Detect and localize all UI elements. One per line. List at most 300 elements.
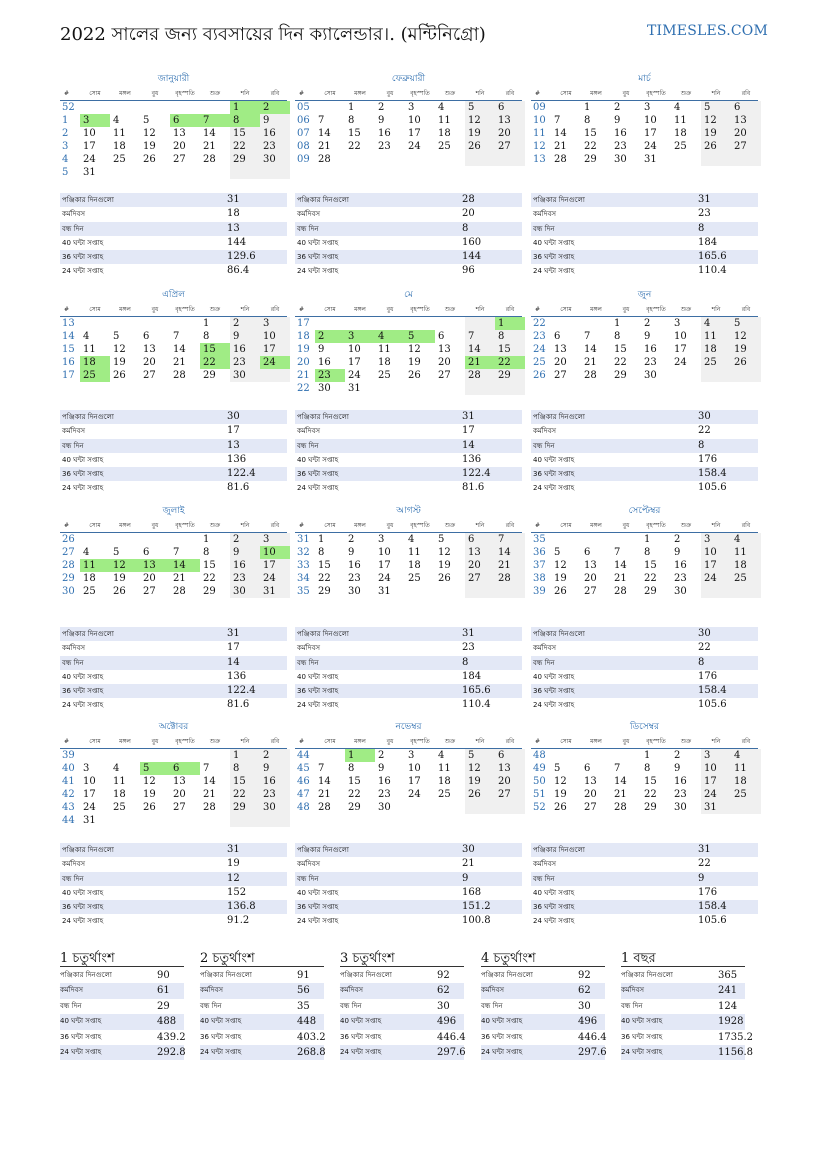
day-cell[interactable]: 20	[584, 789, 597, 800]
month-name[interactable]: মে	[404, 290, 413, 300]
day-cell[interactable]: 26	[554, 586, 567, 597]
day-cell[interactable]: 6	[495, 101, 525, 114]
day-cell[interactable]: 1	[495, 317, 525, 330]
day-cell[interactable]: 29	[203, 586, 216, 597]
day-cell[interactable]: 3	[408, 102, 415, 113]
day-cell[interactable]: 8	[318, 547, 325, 558]
day-cell[interactable]: 21	[584, 357, 597, 368]
day-cell[interactable]: 8	[614, 331, 621, 342]
day-cell[interactable]: 20	[173, 789, 186, 800]
day-cell[interactable]: 16	[348, 560, 361, 571]
day-cell[interactable]: 18	[731, 775, 761, 788]
day-cell[interactable]: 9	[318, 344, 325, 355]
day-cell[interactable]: 8	[348, 115, 355, 126]
day-cell[interactable]: 24	[348, 370, 361, 381]
day-cell[interactable]: 21	[465, 356, 495, 369]
day-cell[interactable]: 5	[465, 749, 495, 762]
day-cell[interactable]: 26	[438, 573, 451, 584]
day-cell[interactable]: 18	[378, 357, 391, 368]
day-cell[interactable]: 11	[113, 128, 126, 139]
day-cell[interactable]: 26	[143, 154, 156, 165]
day-cell[interactable]: 12	[113, 344, 126, 355]
day-cell[interactable]: 9	[230, 546, 260, 559]
day-cell[interactable]: 10	[701, 762, 731, 775]
day-cell[interactable]: 28	[173, 586, 186, 597]
day-cell[interactable]: 2	[674, 750, 681, 761]
day-cell[interactable]: 8	[230, 114, 260, 127]
day-cell[interactable]: 12	[143, 128, 156, 139]
day-cell[interactable]: 19	[701, 127, 731, 140]
day-cell[interactable]: 7	[200, 114, 230, 127]
day-cell[interactable]: 26	[554, 802, 567, 813]
day-cell[interactable]: 21	[554, 141, 567, 152]
day-cell[interactable]: 17	[701, 559, 731, 572]
day-cell[interactable]: 15	[230, 775, 260, 788]
day-cell[interactable]: 13	[731, 114, 761, 127]
day-cell[interactable]: 18	[674, 128, 687, 139]
day-cell[interactable]: 5	[554, 763, 561, 774]
day-cell[interactable]: 10	[644, 115, 657, 126]
day-cell[interactable]: 3	[83, 763, 90, 774]
day-cell[interactable]: 10	[408, 115, 421, 126]
day-cell[interactable]: 18	[113, 141, 126, 152]
day-cell[interactable]: 10	[83, 128, 96, 139]
day-cell[interactable]: 10	[83, 776, 96, 787]
day-cell[interactable]: 11	[438, 115, 451, 126]
day-cell[interactable]: 1	[203, 534, 210, 545]
day-cell[interactable]: 15	[495, 343, 525, 356]
day-cell[interactable]: 5	[438, 534, 445, 545]
month-name[interactable]: এপ্রিল	[162, 290, 185, 300]
day-cell[interactable]: 19	[554, 573, 567, 584]
day-cell[interactable]: 3	[345, 330, 375, 343]
day-cell[interactable]: 24	[378, 573, 391, 584]
day-cell[interactable]: 13	[584, 776, 597, 787]
day-cell[interactable]: 26	[465, 140, 495, 153]
month-name[interactable]: নভেম্বর	[395, 722, 422, 732]
day-cell[interactable]: 22	[318, 573, 331, 584]
day-cell[interactable]: 6	[584, 547, 591, 558]
day-cell[interactable]: 30	[614, 154, 627, 165]
day-cell[interactable]: 31	[701, 801, 731, 814]
day-cell[interactable]: 28	[465, 369, 495, 382]
day-cell[interactable]: 19	[113, 573, 126, 584]
day-cell[interactable]: 5	[731, 317, 761, 330]
day-cell[interactable]: 31	[644, 154, 657, 165]
day-cell[interactable]: 25	[701, 356, 731, 369]
day-cell[interactable]: 26	[465, 788, 495, 801]
day-cell[interactable]: 9	[378, 115, 385, 126]
day-cell[interactable]: 6	[143, 547, 150, 558]
day-cell[interactable]: 14	[318, 128, 331, 139]
day-cell[interactable]: 16	[378, 128, 391, 139]
day-cell[interactable]: 25	[113, 154, 126, 165]
day-cell[interactable]: 1	[230, 101, 260, 114]
day-cell[interactable]: 7	[318, 763, 325, 774]
day-cell[interactable]: 30	[230, 585, 260, 598]
day-cell[interactable]: 7	[173, 547, 180, 558]
day-cell[interactable]: 13	[465, 546, 495, 559]
day-cell[interactable]: 30	[318, 383, 331, 394]
day-cell[interactable]: 21	[173, 357, 186, 368]
day-cell[interactable]: 29	[584, 154, 597, 165]
day-cell[interactable]: 2	[230, 533, 260, 546]
day-cell[interactable]: 1	[318, 534, 325, 545]
day-cell[interactable]: 25	[674, 141, 687, 152]
day-cell[interactable]: 31	[348, 383, 361, 394]
day-cell[interactable]: 18	[438, 128, 451, 139]
day-cell[interactable]: 12	[731, 330, 761, 343]
day-cell[interactable]: 11	[438, 763, 451, 774]
day-cell[interactable]: 22	[644, 573, 657, 584]
day-cell[interactable]: 5	[140, 762, 170, 775]
day-cell[interactable]: 15	[318, 560, 331, 571]
month-name[interactable]: ফেব্রুয়ারী	[391, 74, 426, 84]
day-cell[interactable]: 8	[230, 762, 260, 775]
day-cell[interactable]: 2	[230, 317, 260, 330]
day-cell[interactable]: 8	[203, 331, 210, 342]
day-cell[interactable]: 20	[731, 127, 761, 140]
day-cell[interactable]: 17	[348, 357, 361, 368]
day-cell[interactable]: 8	[348, 763, 355, 774]
day-cell[interactable]: 14	[318, 776, 331, 787]
day-cell[interactable]: 20	[495, 775, 525, 788]
day-cell[interactable]: 25	[731, 572, 761, 585]
day-cell[interactable]: 21	[318, 141, 331, 152]
day-cell[interactable]: 29	[318, 586, 331, 597]
day-cell[interactable]: 2	[348, 534, 355, 545]
day-cell[interactable]: 2	[378, 102, 385, 113]
day-cell[interactable]: 5	[113, 547, 120, 558]
month-name[interactable]: আগস্ট	[396, 506, 421, 516]
day-cell[interactable]: 7	[554, 115, 561, 126]
day-cell[interactable]: 29	[644, 586, 657, 597]
day-cell[interactable]: 22	[495, 356, 525, 369]
day-cell[interactable]: 13	[143, 344, 156, 355]
day-cell[interactable]: 10	[408, 763, 421, 774]
day-cell[interactable]: 27	[143, 370, 156, 381]
day-cell[interactable]: 24	[701, 572, 731, 585]
day-cell[interactable]: 12	[408, 344, 421, 355]
day-cell[interactable]: 13	[495, 762, 525, 775]
day-cell[interactable]: 28	[203, 802, 216, 813]
day-cell[interactable]: 25	[438, 789, 451, 800]
day-cell[interactable]: 22	[203, 573, 216, 584]
day-cell[interactable]: 12	[110, 559, 140, 572]
day-cell[interactable]: 13	[173, 128, 186, 139]
day-cell[interactable]: 13	[173, 776, 186, 787]
day-cell[interactable]: 27	[584, 802, 597, 813]
day-cell[interactable]: 9	[674, 547, 681, 558]
day-cell[interactable]: 27	[731, 140, 761, 153]
day-cell[interactable]: 2	[260, 101, 290, 114]
day-cell[interactable]: 12	[554, 776, 567, 787]
day-cell[interactable]: 21	[203, 789, 216, 800]
day-cell[interactable]: 2	[260, 749, 290, 762]
day-cell[interactable]: 28	[318, 154, 331, 165]
day-cell[interactable]: 7	[318, 115, 325, 126]
day-cell[interactable]: 15	[584, 128, 597, 139]
day-cell[interactable]: 24	[260, 572, 290, 585]
day-cell[interactable]: 14	[173, 344, 186, 355]
day-cell[interactable]: 2	[674, 534, 681, 545]
day-cell[interactable]: 9	[614, 115, 621, 126]
day-cell[interactable]: 11	[674, 115, 687, 126]
day-cell[interactable]: 28	[318, 802, 331, 813]
day-cell[interactable]: 1	[614, 318, 621, 329]
day-cell[interactable]: 16	[674, 560, 687, 571]
day-cell[interactable]: 16	[230, 343, 260, 356]
day-cell[interactable]: 10	[348, 344, 361, 355]
day-cell[interactable]: 18	[408, 560, 421, 571]
day-cell[interactable]: 11	[408, 547, 421, 558]
day-cell[interactable]: 3	[260, 533, 290, 546]
day-cell[interactable]: 28	[203, 154, 216, 165]
day-cell[interactable]: 1	[348, 102, 355, 113]
day-cell[interactable]: 5	[701, 101, 731, 114]
day-cell[interactable]: 17	[260, 559, 290, 572]
day-cell[interactable]: 14	[614, 560, 627, 571]
day-cell[interactable]: 17	[83, 141, 96, 152]
day-cell[interactable]: 9	[348, 547, 355, 558]
day-cell[interactable]: 9	[378, 763, 385, 774]
day-cell[interactable]: 15	[230, 127, 260, 140]
day-cell[interactable]: 25	[80, 369, 110, 382]
day-cell[interactable]: 27	[438, 370, 451, 381]
day-cell[interactable]: 21	[203, 141, 216, 152]
day-cell[interactable]: 6	[554, 331, 561, 342]
month-name[interactable]: জুন	[637, 290, 652, 300]
day-cell[interactable]: 2	[378, 750, 385, 761]
day-cell[interactable]: 3	[674, 318, 681, 329]
month-name[interactable]: অক্টোবর	[158, 722, 189, 732]
day-cell[interactable]: 24	[701, 788, 731, 801]
day-cell[interactable]: 30	[260, 801, 290, 814]
day-cell[interactable]: 14	[614, 776, 627, 787]
day-cell[interactable]: 9	[230, 330, 260, 343]
day-cell[interactable]: 9	[674, 763, 681, 774]
day-cell[interactable]: 16	[318, 357, 331, 368]
day-cell[interactable]: 18	[701, 343, 731, 356]
day-cell[interactable]: 24	[260, 356, 290, 369]
day-cell[interactable]: 24	[644, 141, 657, 152]
day-cell[interactable]: 22	[584, 141, 597, 152]
day-cell[interactable]: 15	[203, 560, 216, 571]
day-cell[interactable]: 18	[83, 573, 96, 584]
day-cell[interactable]: 27	[495, 140, 525, 153]
day-cell[interactable]: 24	[83, 802, 96, 813]
day-cell[interactable]: 20	[143, 573, 156, 584]
day-cell[interactable]: 20	[554, 357, 567, 368]
day-cell[interactable]: 19	[143, 141, 156, 152]
day-cell[interactable]: 27	[554, 370, 567, 381]
day-cell[interactable]: 10	[378, 547, 391, 558]
day-cell[interactable]: 3	[701, 533, 731, 546]
day-cell[interactable]: 23	[348, 573, 361, 584]
day-cell[interactable]: 23	[315, 369, 345, 382]
day-cell[interactable]: 27	[465, 572, 495, 585]
day-cell[interactable]: 31	[83, 167, 96, 178]
day-cell[interactable]: 17	[701, 775, 731, 788]
day-cell[interactable]: 24	[83, 154, 96, 165]
day-cell[interactable]: 19	[143, 789, 156, 800]
day-cell[interactable]: 9	[260, 114, 290, 127]
day-cell[interactable]: 12	[465, 762, 495, 775]
day-cell[interactable]: 20	[173, 141, 186, 152]
day-cell[interactable]: 31	[378, 586, 391, 597]
day-cell[interactable]: 8	[495, 330, 525, 343]
day-cell[interactable]: 31	[83, 815, 96, 826]
day-cell[interactable]: 23	[674, 573, 687, 584]
day-cell[interactable]: 27	[173, 802, 186, 813]
day-cell[interactable]: 4	[83, 331, 90, 342]
day-cell[interactable]: 22	[200, 356, 230, 369]
day-cell[interactable]: 20	[465, 559, 495, 572]
day-cell[interactable]: 1	[644, 534, 651, 545]
day-cell[interactable]: 26	[408, 370, 421, 381]
day-cell[interactable]: 27	[584, 586, 597, 597]
day-cell[interactable]: 27	[143, 586, 156, 597]
day-cell[interactable]: 5	[465, 101, 495, 114]
day-cell[interactable]: 30	[230, 369, 260, 382]
day-cell[interactable]: 1	[644, 750, 651, 761]
day-cell[interactable]: 31	[260, 585, 290, 598]
day-cell[interactable]: 4	[731, 749, 761, 762]
day-cell[interactable]: 4	[83, 547, 90, 558]
day-cell[interactable]: 12	[701, 114, 731, 127]
day-cell[interactable]: 7	[614, 547, 621, 558]
day-cell[interactable]: 19	[408, 357, 421, 368]
day-cell[interactable]: 6	[465, 533, 495, 546]
day-cell[interactable]: 12	[143, 776, 156, 787]
day-cell[interactable]: 13	[495, 114, 525, 127]
day-cell[interactable]: 22	[348, 789, 361, 800]
day-cell[interactable]: 29	[644, 802, 657, 813]
day-cell[interactable]: 8	[644, 763, 651, 774]
day-cell[interactable]: 16	[674, 776, 687, 787]
day-cell[interactable]: 15	[348, 128, 361, 139]
day-cell[interactable]: 3	[701, 749, 731, 762]
month-name[interactable]: সেপ্টেম্বর	[628, 506, 661, 516]
day-cell[interactable]: 30	[674, 802, 687, 813]
day-cell[interactable]: 22	[230, 140, 260, 153]
day-cell[interactable]: 14	[584, 344, 597, 355]
day-cell[interactable]: 1	[345, 749, 375, 762]
day-cell[interactable]: 28	[173, 370, 186, 381]
day-cell[interactable]: 6	[495, 749, 525, 762]
day-cell[interactable]: 8	[203, 547, 210, 558]
month-name[interactable]: জুলাই	[162, 506, 185, 516]
day-cell[interactable]: 23	[644, 357, 657, 368]
day-cell[interactable]: 30	[348, 586, 361, 597]
day-cell[interactable]: 7	[173, 331, 180, 342]
day-cell[interactable]: 21	[318, 789, 331, 800]
day-cell[interactable]: 29	[348, 802, 361, 813]
day-cell[interactable]: 19	[113, 357, 126, 368]
day-cell[interactable]: 30	[378, 802, 391, 813]
day-cell[interactable]: 20	[495, 127, 525, 140]
day-cell[interactable]: 8	[644, 547, 651, 558]
day-cell[interactable]: 14	[203, 128, 216, 139]
day-cell[interactable]: 18	[113, 789, 126, 800]
day-cell[interactable]: 20	[584, 573, 597, 584]
day-cell[interactable]: 20	[438, 357, 451, 368]
day-cell[interactable]: 16	[614, 128, 627, 139]
day-cell[interactable]: 14	[465, 343, 495, 356]
day-cell[interactable]: 3	[644, 102, 651, 113]
day-cell[interactable]: 13	[554, 344, 567, 355]
day-cell[interactable]: 1	[230, 749, 260, 762]
day-cell[interactable]: 29	[614, 370, 627, 381]
day-cell[interactable]: 25	[378, 370, 391, 381]
day-cell[interactable]: 25	[408, 573, 421, 584]
day-cell[interactable]: 15	[644, 776, 657, 787]
day-cell[interactable]: 10	[260, 546, 290, 559]
day-cell[interactable]: 10	[260, 330, 290, 343]
day-cell[interactable]: 23	[260, 788, 290, 801]
day-cell[interactable]: 19	[465, 775, 495, 788]
day-cell[interactable]: 6	[731, 101, 761, 114]
day-cell[interactable]: 30	[674, 586, 687, 597]
day-cell[interactable]: 1	[584, 102, 591, 113]
day-cell[interactable]: 15	[644, 560, 657, 571]
day-cell[interactable]: 28	[495, 572, 525, 585]
day-cell[interactable]: 25	[83, 586, 96, 597]
month-name[interactable]: জানুয়ারী	[157, 74, 190, 84]
day-cell[interactable]: 26	[731, 356, 761, 369]
day-cell[interactable]: 14	[170, 559, 200, 572]
day-cell[interactable]: 13	[438, 344, 451, 355]
day-cell[interactable]: 24	[674, 357, 687, 368]
day-cell[interactable]: 12	[438, 547, 451, 558]
day-cell[interactable]: 4	[113, 115, 120, 126]
day-cell[interactable]: 17	[408, 128, 421, 139]
day-cell[interactable]: 19	[554, 789, 567, 800]
day-cell[interactable]: 1	[203, 318, 210, 329]
day-cell[interactable]: 25	[438, 141, 451, 152]
day-cell[interactable]: 16	[260, 127, 290, 140]
day-cell[interactable]: 23	[230, 572, 260, 585]
day-cell[interactable]: 11	[731, 546, 761, 559]
day-cell[interactable]: 10	[674, 331, 687, 342]
day-cell[interactable]: 6	[170, 114, 200, 127]
day-cell[interactable]: 24	[408, 789, 421, 800]
day-cell[interactable]: 17	[644, 128, 657, 139]
day-cell[interactable]: 14	[203, 776, 216, 787]
day-cell[interactable]: 23	[378, 141, 391, 152]
day-cell[interactable]: 18	[438, 776, 451, 787]
day-cell[interactable]: 28	[584, 370, 597, 381]
day-cell[interactable]: 28	[614, 586, 627, 597]
day-cell[interactable]: 5	[113, 331, 120, 342]
day-cell[interactable]: 17	[260, 343, 290, 356]
day-cell[interactable]: 7	[203, 763, 210, 774]
day-cell[interactable]: 11	[378, 344, 391, 355]
day-cell[interactable]: 27	[173, 154, 186, 165]
day-cell[interactable]: 30	[260, 153, 290, 166]
day-cell[interactable]: 17	[378, 560, 391, 571]
day-cell[interactable]: 21	[614, 789, 627, 800]
day-cell[interactable]: 14	[554, 128, 567, 139]
day-cell[interactable]: 6	[438, 331, 445, 342]
day-cell[interactable]: 29	[230, 801, 260, 814]
day-cell[interactable]: 16	[644, 344, 657, 355]
day-cell[interactable]: 11	[701, 330, 731, 343]
day-cell[interactable]: 22	[348, 141, 361, 152]
day-cell[interactable]: 26	[113, 586, 126, 597]
day-cell[interactable]: 26	[701, 140, 731, 153]
day-cell[interactable]: 22	[644, 789, 657, 800]
